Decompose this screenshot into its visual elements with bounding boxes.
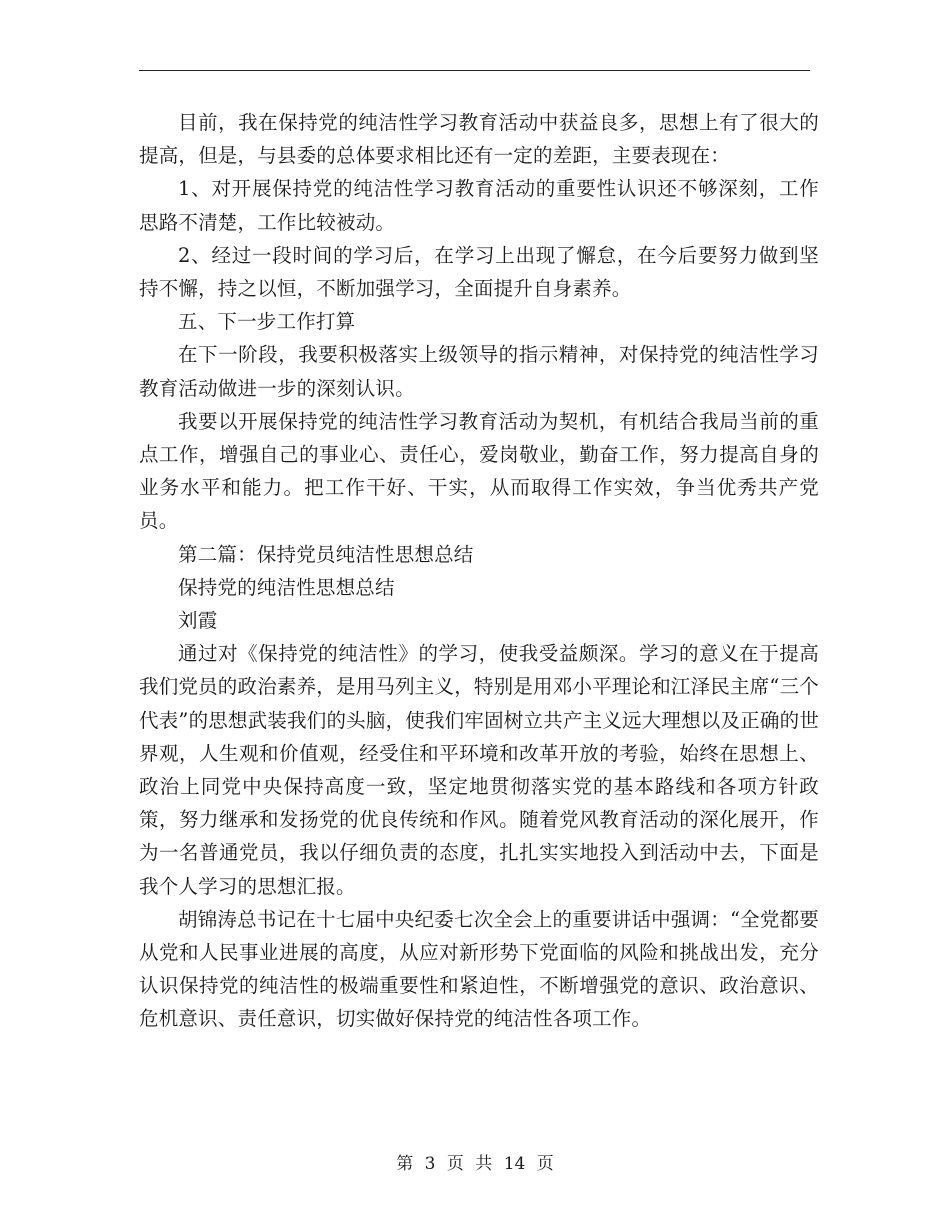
paragraph: 目前，我在保持党的纯洁性学习教育活动中获益良多，思想上有了很大的提高，但是，与县委的总体要求相比还有一定的差距，主要表现在： [139, 111, 819, 168]
paragraph: 我要以开展保持党的纯洁性学习教育活动为契机，有机结合我局当前的重点工作，增强自己的事业心、责任心，爱岗敬业，勤奋工作，努力提高自身的业务水平和能力。把工作干好、干实，从而取得工作实效，争当优秀共产党员。 [139, 409, 819, 533]
paragraph: 在下一阶段，我要积极落实上级领导的指示精神，对保持党的纯洁性学习教育活动做进一步的深刻认识。 [139, 343, 819, 400]
paragraph: 1、对开展保持党的纯洁性学习教育活动的重要性认识还不够深刻，工作思路不清楚，工作比较被动。 [139, 177, 819, 234]
article-title: 保持党的纯洁性思想总结 [178, 575, 395, 599]
paragraph: 2、经过一段时间的学习后，在学习上出现了懈怠，在今后要努力做到坚持不懈，持之以恒，不断加强学习，全面提升自身素养。 [139, 243, 819, 301]
paragraph: 胡锦涛总书记在十七届中央纪委七次全会上的重要讲话中强调：“全党都要从党和人民事业进展的高度，从应对新形势下党面临的风险和挑战出发，充分认识保持党的纯洁性的极端重要性和紧迫性，不断增强党的意识、政治意识、危机意识、责任意识，切实做好保持党的纯洁性各项工作。 [139, 907, 819, 1031]
document-body [139, 106, 819, 1036]
header-rule [139, 70, 810, 71]
paragraph: 通过对《保持党的纯洁性》的学习，使我受益颇深。学习的意义在于提高我们党员的政治素养，是用马列主义，特别是用邓小平理论和江泽民主席“三个代表”的思想武装我们的头脑，使我们牢固树立共产主义远大理想以及正确的世界观，人生观和价值观，经受住和平环境和改革开放的考验，始终在思想上、政治上同党中央保持高度一致，坚定地贯彻落实党的基本路线和各项方针政策，努力继承和发扬党的优良传统和作风。随着党风教育活动的深化展开，作为一名普通党员，我以仔细负责的态度，扎扎实实地投入到活动中去，下面是我个人学习的思想汇报。 [139, 642, 819, 898]
page-number: 第 3 页 共 14 页 [396, 1154, 554, 1174]
section-heading: 五、下一步工作打算 [178, 310, 356, 334]
author-name: 刘霞 [178, 609, 218, 633]
chapter-heading: 第二篇：保持党员纯洁性思想总结 [178, 542, 474, 566]
